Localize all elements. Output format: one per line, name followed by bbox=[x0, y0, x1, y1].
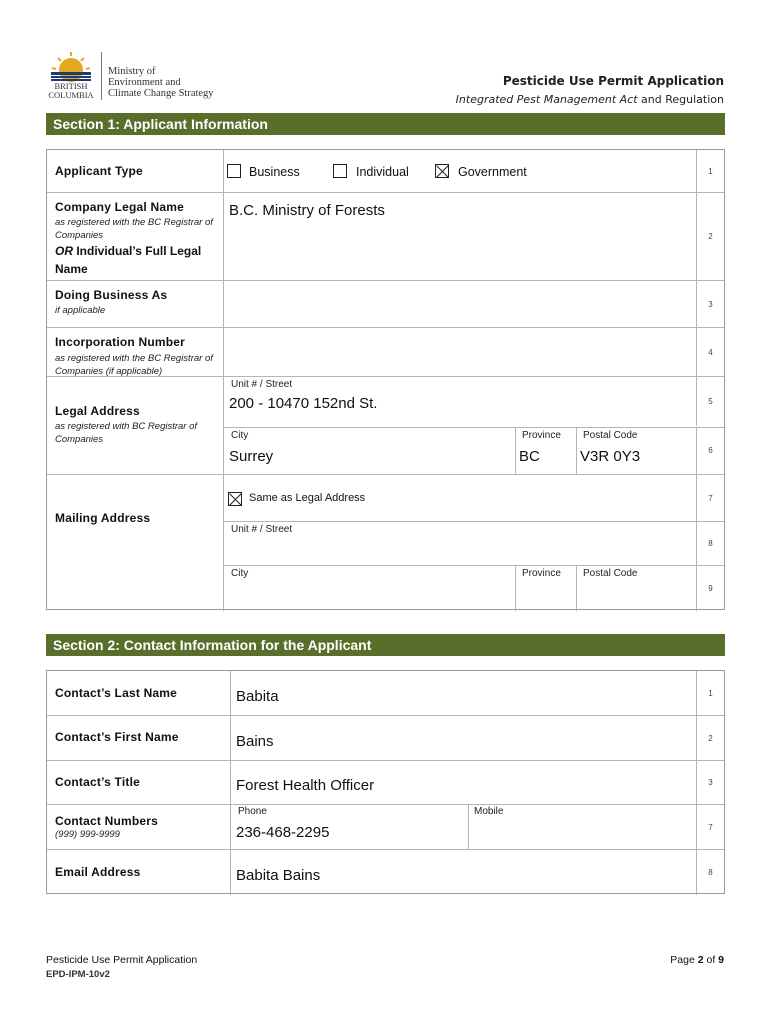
contact-numbers-row bbox=[47, 805, 724, 850]
company-name-hint: as registered with the BC Registrar of Companies bbox=[55, 217, 213, 241]
incorporation-number-row bbox=[47, 328, 724, 377]
individual-name-label bbox=[55, 242, 215, 278]
company-name-label-cell bbox=[47, 193, 224, 280]
row-number: 1 bbox=[696, 671, 724, 715]
numbers-format-hint: (999) 999-9999 bbox=[55, 829, 120, 840]
row-number: 9 bbox=[696, 565, 724, 611]
page-total: 9 bbox=[718, 954, 724, 966]
mailing-city-caption: City bbox=[231, 568, 249, 579]
same-as-legal-label: Same as Legal Address bbox=[249, 492, 366, 504]
first-name-label-cell bbox=[47, 716, 231, 760]
email-input[interactable]: Babita Bains bbox=[236, 867, 321, 884]
legal-postal-input[interactable]: V3R 0Y3 bbox=[580, 448, 641, 465]
title-label-cell bbox=[47, 761, 231, 804]
legal-address-divider bbox=[224, 427, 724, 428]
phone-caption: Phone bbox=[238, 806, 267, 817]
government-checkbox[interactable] bbox=[435, 164, 449, 178]
legal-street-caption: Unit # / Street bbox=[231, 379, 293, 390]
mailing-postal-caption: Postal Code bbox=[583, 568, 638, 579]
individual-checkbox[interactable] bbox=[333, 164, 347, 178]
legal-city-caption: City bbox=[231, 430, 249, 441]
business-checkbox[interactable] bbox=[227, 164, 241, 178]
dba-input[interactable] bbox=[229, 293, 689, 313]
mailing-address-row bbox=[47, 475, 724, 611]
legal-province-caption: Province bbox=[522, 430, 561, 441]
legal-address-hint: as registered with BC Registrar of Companies bbox=[55, 421, 198, 445]
phone-input[interactable]: 236-468-2295 bbox=[236, 824, 330, 841]
mailing-province-caption: Province bbox=[522, 568, 561, 579]
province-divider bbox=[515, 427, 516, 474]
row-number: 2 bbox=[696, 716, 724, 760]
email-label: Email Address bbox=[55, 865, 141, 879]
individual-label: Individual bbox=[356, 165, 409, 179]
legal-address-label: Legal Address bbox=[55, 404, 140, 418]
page-number bbox=[670, 954, 724, 966]
legal-postal-caption: Postal Code bbox=[583, 430, 638, 441]
incorporation-hint: as registered with the BC Registrar of Companies (if applicable) bbox=[55, 353, 213, 377]
applicant-type-label: Applicant Type bbox=[55, 164, 143, 178]
mailing-postal-divider bbox=[576, 565, 577, 611]
mailing-city-input[interactable] bbox=[229, 583, 509, 603]
dba-hint: if applicable bbox=[55, 305, 106, 316]
last-name-label: Contact’s Last Name bbox=[55, 686, 178, 700]
same-as-legal-checkbox[interactable] bbox=[228, 492, 242, 506]
footer-form-info bbox=[46, 954, 197, 980]
first-name-input[interactable]: Bains bbox=[236, 733, 274, 750]
company-name-input[interactable]: B.C. Ministry of Forests bbox=[229, 202, 385, 219]
footer-form-name: Pesticide Use Permit Application bbox=[46, 954, 198, 966]
mailing-province-input[interactable] bbox=[519, 583, 573, 603]
ministry-name: Ministry of Environment and Climate Change Strategy bbox=[108, 66, 214, 99]
mailing-postal-input[interactable] bbox=[580, 583, 690, 603]
incorporation-label: Incorporation Number bbox=[55, 335, 186, 349]
row-number: 6 bbox=[696, 427, 724, 474]
contact-title-row bbox=[47, 761, 724, 805]
row-number: 2 bbox=[696, 193, 724, 280]
incorporation-label-cell bbox=[47, 328, 224, 376]
section-2-header: Section 2: Contact Information for the Applicant bbox=[46, 634, 725, 656]
numbers-label-cell bbox=[47, 805, 231, 849]
row-number: 1 bbox=[696, 150, 724, 192]
mailing-address-label: Mailing Address bbox=[55, 511, 151, 525]
mobile-input[interactable] bbox=[474, 824, 689, 844]
applicant-information-form bbox=[46, 149, 725, 610]
mailing-street-input[interactable] bbox=[229, 539, 689, 559]
numbers-label: Contact Numbers bbox=[55, 814, 159, 828]
business-label: Business bbox=[249, 165, 300, 179]
bc-wordmark: BRITISH COLUMBIA bbox=[48, 81, 94, 100]
postal-divider bbox=[576, 427, 577, 474]
doing-business-as-row bbox=[47, 281, 724, 328]
contact-last-name-row bbox=[47, 671, 724, 716]
row-number: 7 bbox=[696, 475, 724, 521]
mailing-divider-2 bbox=[224, 565, 724, 566]
footer-form-code: EPD-IPM-10v2 bbox=[46, 969, 110, 980]
page-prefix: Page bbox=[670, 954, 698, 966]
legal-address-label-cell bbox=[47, 377, 224, 474]
applicant-type-label-cell bbox=[47, 150, 224, 192]
email-row bbox=[47, 850, 724, 895]
document-title-block bbox=[456, 74, 724, 106]
mailing-divider-1 bbox=[224, 521, 724, 522]
applicant-type-row bbox=[47, 150, 724, 193]
government-label: Government bbox=[458, 165, 527, 179]
company-name-label: Company Legal Name bbox=[55, 200, 184, 214]
last-name-input[interactable]: Babita bbox=[236, 688, 279, 705]
row-number: 8 bbox=[696, 521, 724, 566]
page-mid: of bbox=[703, 954, 719, 966]
last-name-label-cell bbox=[47, 671, 231, 715]
row-number: 5 bbox=[696, 377, 724, 426]
row-number: 3 bbox=[696, 281, 724, 327]
act-name: Integrated Pest Management Act bbox=[455, 93, 638, 106]
page-current: 2 bbox=[697, 954, 704, 966]
title-label: Contact’s Title bbox=[55, 775, 141, 789]
mailing-street-caption: Unit # / Street bbox=[231, 524, 293, 535]
email-label-cell bbox=[47, 850, 231, 895]
incorporation-input[interactable] bbox=[229, 340, 689, 360]
dba-label: Doing Business As bbox=[55, 288, 168, 302]
section-1-header: Section 1: Applicant Information bbox=[46, 113, 725, 135]
company-name-row bbox=[47, 193, 724, 281]
mobile-caption: Mobile bbox=[474, 806, 504, 817]
legal-city-input[interactable]: Surrey bbox=[229, 448, 274, 465]
document-subtitle bbox=[456, 93, 724, 106]
contact-first-name-row bbox=[47, 716, 724, 761]
or-text: OR bbox=[55, 244, 73, 258]
row-number: 4 bbox=[696, 328, 724, 376]
individual-name-text: Individual’s Full Legal Name bbox=[55, 244, 202, 276]
mobile-divider bbox=[468, 805, 469, 849]
legal-province-input[interactable]: BC bbox=[519, 448, 540, 465]
row-number: 8 bbox=[696, 850, 724, 895]
legal-street-input[interactable]: 200 - 10470 152nd St. bbox=[229, 395, 378, 412]
dba-label-cell bbox=[47, 281, 224, 327]
document-title: Pesticide Use Permit Application bbox=[502, 74, 724, 88]
contact-title-input[interactable]: Forest Health Officer bbox=[236, 777, 375, 794]
legal-address-row bbox=[47, 377, 724, 475]
bc-government-logo bbox=[46, 50, 216, 106]
row-number: 3 bbox=[696, 761, 724, 804]
mailing-address-label-cell bbox=[47, 475, 224, 611]
first-name-label: Contact’s First Name bbox=[55, 730, 179, 744]
logo-divider bbox=[101, 52, 102, 100]
mailing-province-divider bbox=[515, 565, 516, 611]
contact-information-form bbox=[46, 670, 725, 894]
row-number: 7 bbox=[696, 805, 724, 849]
act-suffix: and Regulation bbox=[637, 93, 724, 106]
